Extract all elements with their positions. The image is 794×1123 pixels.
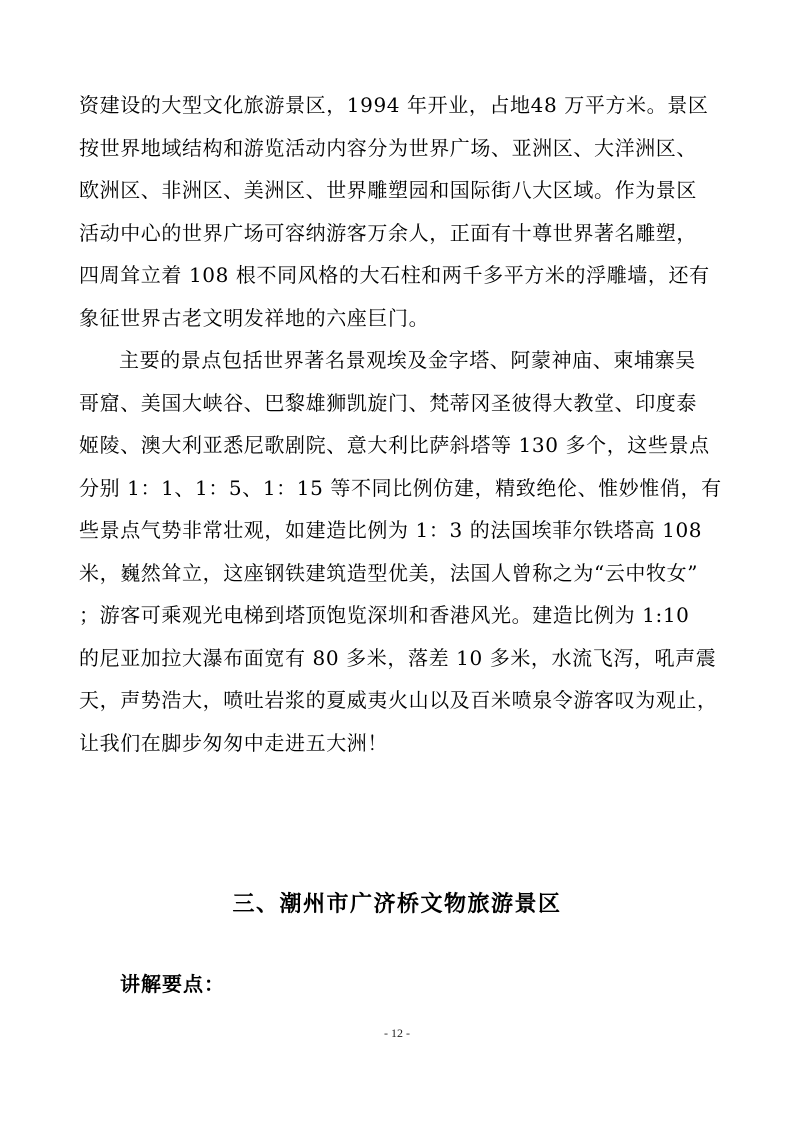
paragraph1-line: 四周耸立着 108 根不同风格的大石柱和两千多平方米的浮雕墙，还有 bbox=[79, 263, 710, 287]
paragraph1-line: 象征世界古老文明发祥地的六座巨门。 bbox=[79, 305, 430, 330]
paragraph2-line: 米，巍然耸立，这座钢铁建筑造型优美，法国人曾称之为“云中牧女” bbox=[79, 560, 699, 585]
paragraph1-line: 活动中心的世界广场可容纳游客万余人，正面有十尊世界著名雕塑， bbox=[79, 220, 697, 245]
subheading: 讲解要点： bbox=[120, 972, 225, 996]
body-text bbox=[79, 84, 729, 764]
paragraph2-line: 天，声势浩大，喷吐岩浆的夏威夷火山以及百米喷泉令游客叹为观止， bbox=[79, 688, 718, 712]
paragraph2-line: 些景点气势非常壮观，如建造比例为 1：3 的法国埃菲尔铁塔高 108 bbox=[79, 518, 703, 542]
section-title: 三、潮州市广济桥文物旅游景区 bbox=[232, 892, 562, 917]
paragraph1-line: 欧洲区、非洲区、美洲区、世界雕塑园和国际街八大区域。作为景区 bbox=[79, 178, 697, 202]
paragraph2-line: 姬陵、澳大利亚悉尼歌剧院、意大利比萨斜塔等 130 多个，这些景点 bbox=[79, 433, 710, 457]
paragraph2-line: 分别 1：1、1：5、1：15 等不同比例仿建，精致绝伦、惟妙惟俏，有 bbox=[79, 475, 722, 500]
paragraph1-line: 按世界地域结构和游览活动内容分为世界广场、亚洲区、大洋洲区、 bbox=[79, 135, 697, 160]
paragraph1-line: 资建设的大型文化旅游景区，1994 年开业，占地48 万平方米。景区 bbox=[79, 93, 709, 117]
paragraph2-line: 让我们在脚步匆匆中走进五大洲！ bbox=[79, 730, 388, 755]
page-number: - 12 - bbox=[384, 1026, 410, 1040]
paragraph2-line: 的尼亚加拉大瀑布面宽有 80 多米，落差 10 多米，水流飞泻，吼声震 bbox=[79, 645, 717, 670]
paragraph2-line: ；游客可乘观光电梯到塔顶饱览深圳和香港风光。建造比例为 1:10 bbox=[79, 603, 690, 627]
paragraph2-line: 哥窟、美国大峡谷、巴黎雄狮凯旋门、梵蒂冈圣彼得大教堂、印度泰 bbox=[79, 390, 697, 415]
paragraph2-line: 主要的景点包括世界著名景观埃及金字塔、阿蒙神庙、柬埔寨吴 bbox=[119, 348, 696, 372]
